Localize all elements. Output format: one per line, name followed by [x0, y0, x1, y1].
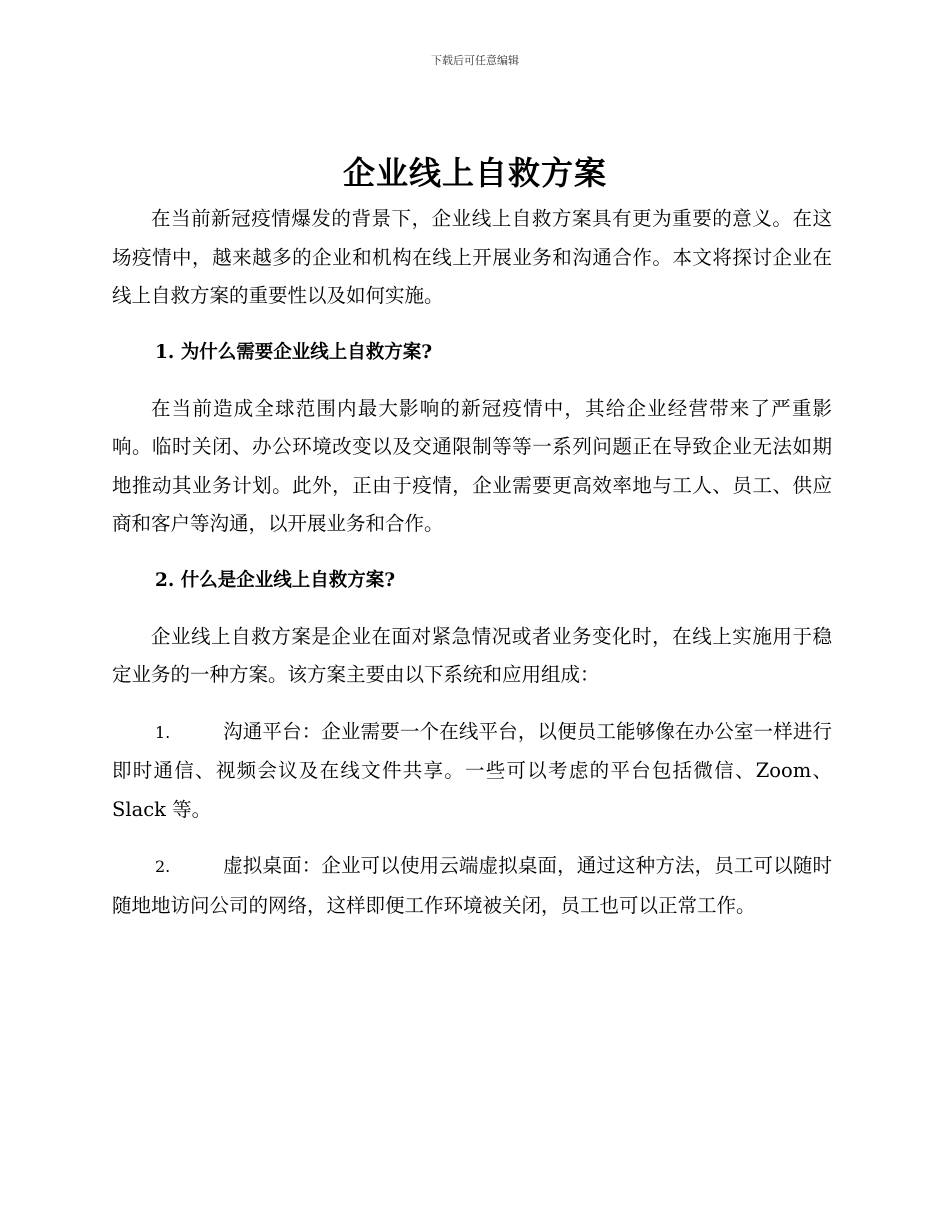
- list-item-number: 2.: [155, 857, 171, 876]
- section-body-2: 企业线上自救方案是企业在面对紧急情况或者业务变化时，在线上实施用于稳定业务的一种方案。该方案主要由以下系统和应用组成：: [112, 624, 832, 686]
- document-title: 企业线上自救方案: [342, 154, 607, 192]
- list-item: [112, 847, 832, 925]
- section-heading-2: 2. 什么是企业线上自救方案?: [155, 569, 396, 591]
- list-item-text: 沟通平台：企业需要一个在线平台，以便员工能够像在办公室一样进行即时通信、视频会议及在线文件共享。一些可以考虑的平台包括微信、Zoom、Slack 等。: [112, 719, 832, 821]
- document-body: [112, 200, 832, 925]
- page-header: 下载后可任意编辑: [431, 54, 519, 67]
- section-body-1: 在当前造成全球范围内最大影响的新冠疫情中，其给企业经营带来了严重影响。临时关闭、办公环境改变以及交通限制等等一系列问题正在导致企业无法如期地推动其业务计划。此外，正由于疫情，企业需要更高效率地与工人、员工、供应商和客户等沟通，以开展业务和合作。: [112, 396, 832, 535]
- list-item-text: 虚拟桌面：企业可以使用云端虚拟桌面，通过这种方法，员工可以随时随地地访问公司的网络，这样即便工作环境被关闭，员工也可以正常工作。: [112, 854, 832, 917]
- section-heading-1: 1. 为什么需要企业线上自救方案?: [155, 341, 433, 363]
- list-item-number: 1.: [155, 722, 171, 742]
- list-item: [112, 713, 832, 830]
- intro-paragraph: 在当前新冠疫情爆发的背景下，企业线上自救方案具有更为重要的意义。在这场疫情中，越来越多的企业和机构在线上开展业务和沟通合作。本文将探讨企业在线上自救方案的重要性以及如何实施。: [112, 207, 832, 307]
